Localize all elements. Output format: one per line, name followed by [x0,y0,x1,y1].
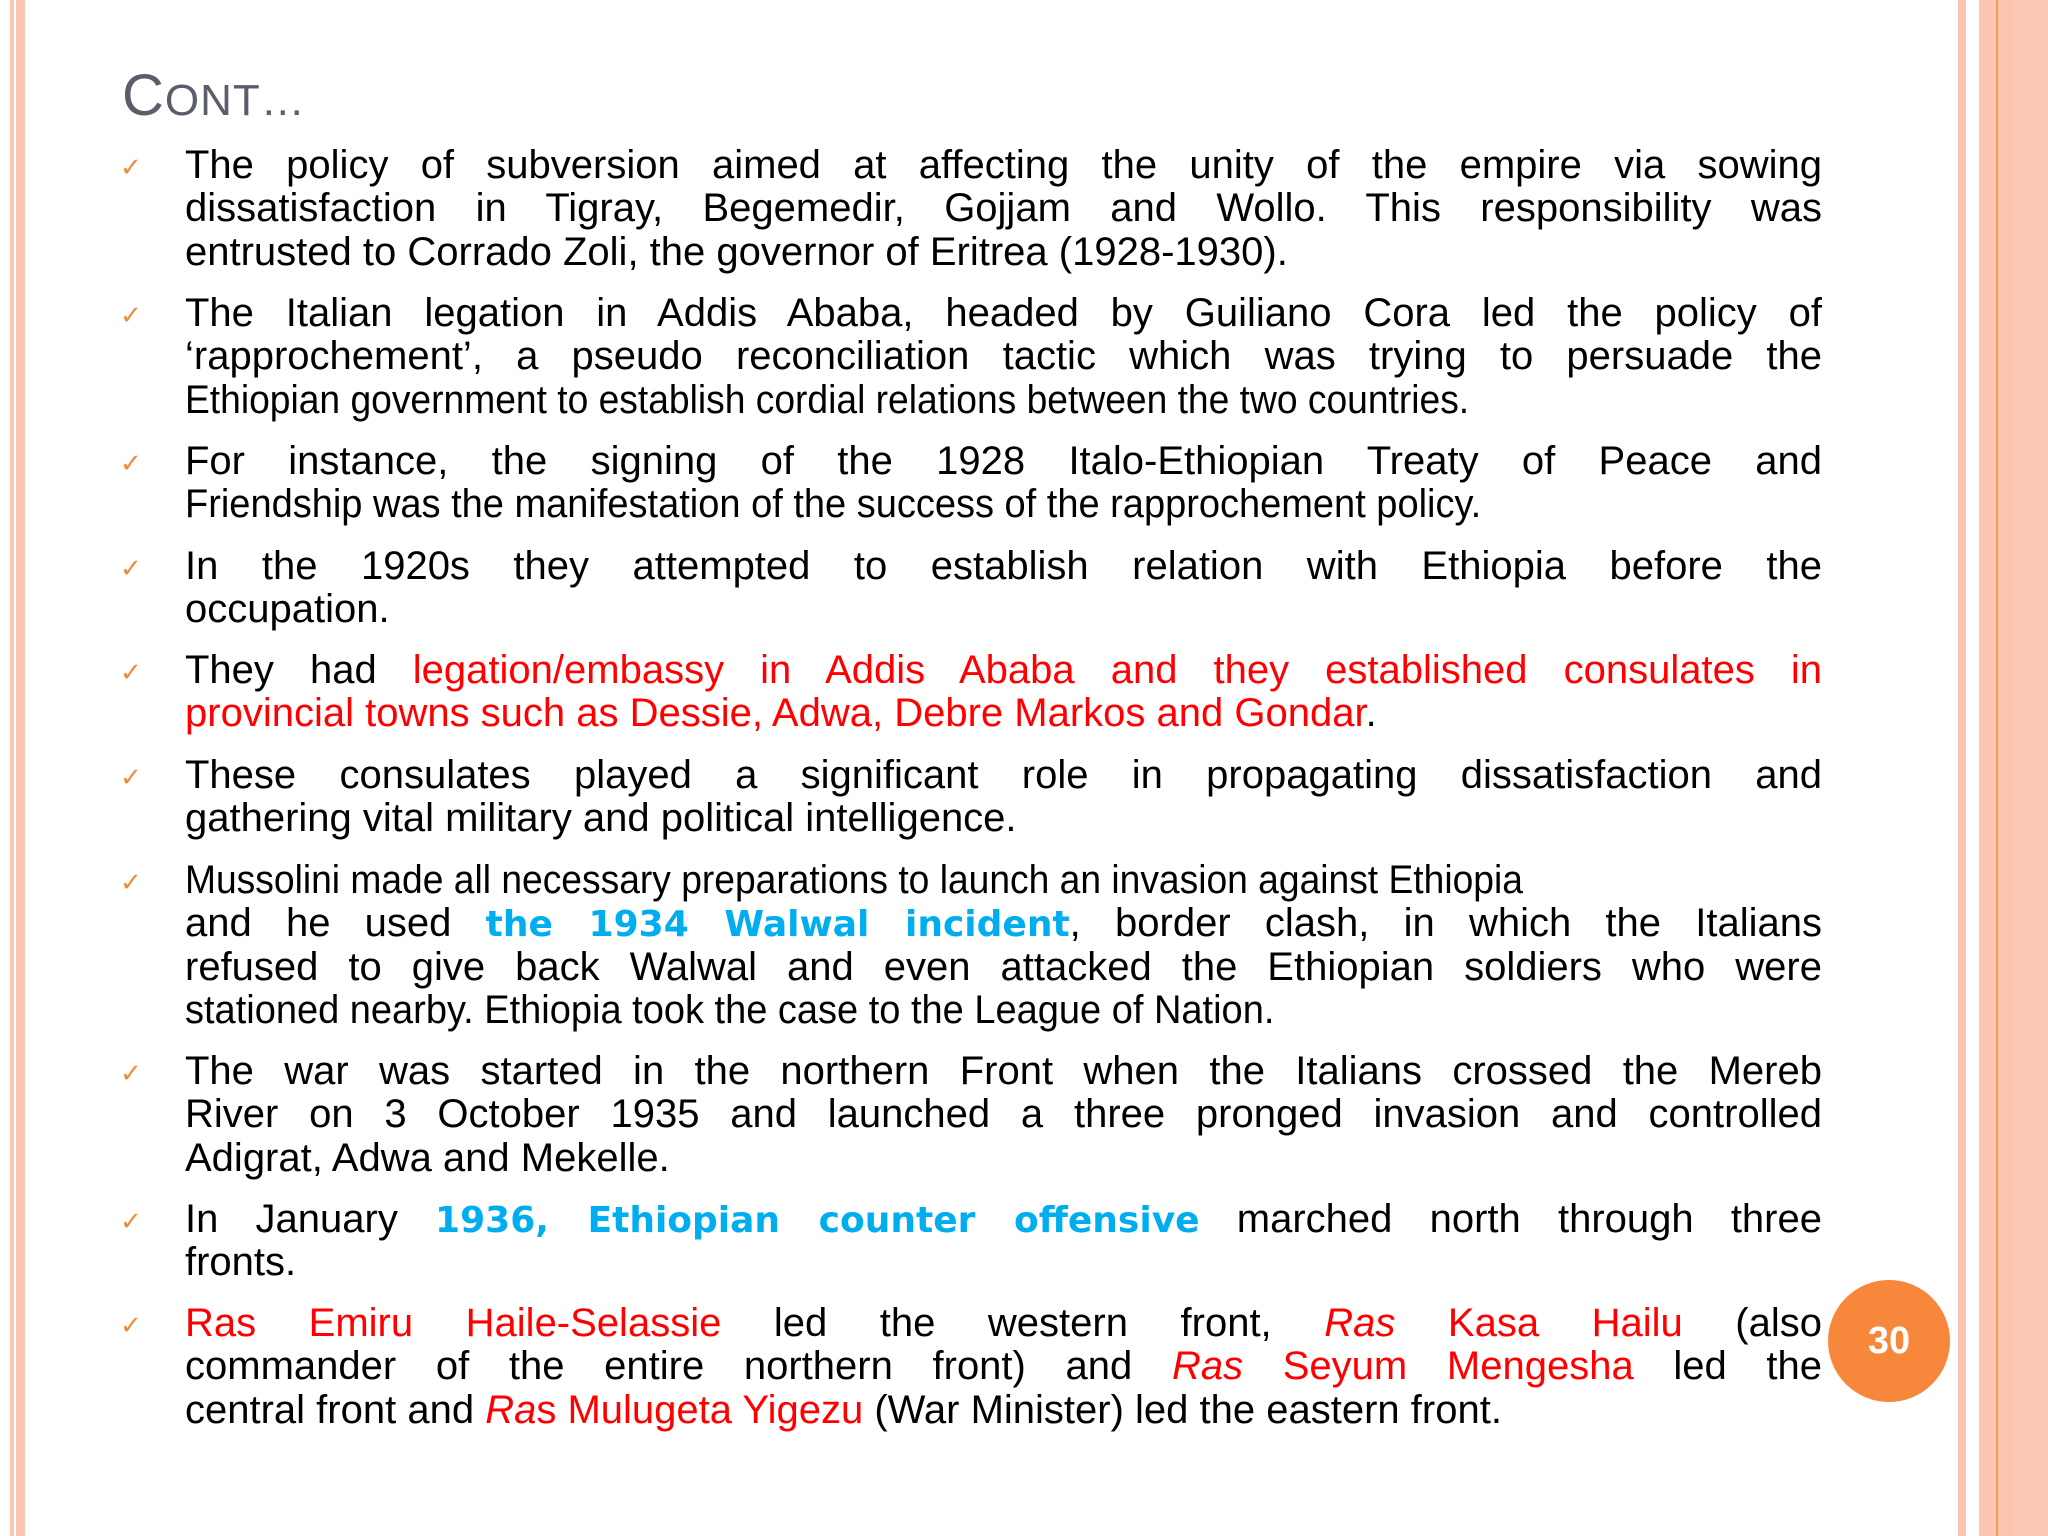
bullet-line: For instance, the signing of the 1928 Italo-Ethiopian Treaty of Peace and [185,439,1822,483]
checkmark-icon: ✓ [120,763,142,793]
bullet-line: In January 1936, Ethiopian counter offensive marched north through three [185,1197,1822,1241]
bullet-line: They had legation/embassy in Addis Ababa and they established consulates in [185,648,1822,692]
checkmark-icon: ✓ [120,301,142,331]
left-border-thin [10,0,14,1536]
highlight-red: provincial towns such as Dessie, Adwa, Debre Markos and Gondar [185,691,1366,735]
bullet-line: dissatisfaction in Tigray, Begemedir, Gojjam and Wollo. This responsibility was [185,186,1822,230]
left-border-thick [16,0,25,1536]
bullet-line: entrusted to Corrado Zoli, the governor of Eritrea (1928-1930). [185,230,1288,274]
checkmark-icon: ✓ [120,868,142,898]
highlight-blue: the 1934 Walwal incident [485,904,1070,945]
highlight-blue: 1936, Ethiopian counter offensive [435,1200,1200,1241]
checkmark-icon: ✓ [120,1207,142,1237]
checkmark-icon: ✓ [120,1059,142,1089]
bullet-line: These consulates played a significant role in propagating dissatisfaction and [185,753,1822,797]
bullet-line: gathering vital military and political intelligence. [185,796,1017,840]
bullet-line: Ras Emiru Haile-Selassie led the western front, Ras Kasa Hailu (also [185,1301,1822,1345]
bullet-line: Friendship was the manifestation of the success of the rapprochement policy. [185,482,1482,526]
checkmark-icon: ✓ [120,449,142,479]
bullet-line: commander of the entire northern front) and Ras Seyum Mengesha led the [185,1344,1822,1388]
bullet-line: River on 3 October 1935 and launched a three pronged invasion and controlled [185,1092,1822,1136]
bullet-line: The policy of subversion aimed at affecting the unity of the empire via sowing [185,143,1822,187]
checkmark-icon: ✓ [120,554,142,584]
right-border-1 [1958,0,1966,1536]
bullet-line: Ethiopian government to establish cordial relations between the two countries. [185,378,1470,422]
checkmark-icon: ✓ [120,153,142,183]
right-border-3 [1998,0,2012,1536]
bullet-line: refused to give back Walwal and even attacked the Ethiopian soldiers who were [185,945,1822,989]
highlight-red: legation/embassy in Addis Ababa and they established consulates in [412,648,1822,692]
slide-title: CONT… [122,63,306,128]
bullet-line: In the 1920s they attempted to establish relation with Ethiopia before the [185,544,1822,588]
bullet-line: central front and Ras Mulugeta Yigezu (War Minister) led the eastern front. [185,1388,1502,1432]
bullet-line: The war was started in the northern Front when the Italians crossed the Mereb [185,1049,1822,1093]
bullet-line: provincial towns such as Dessie, Adwa, Debre Markos and Gondar. [185,691,1377,735]
bullet-line: occupation. [185,587,390,631]
bullet-line: Mussolini made all necessary preparations to launch an invasion against Ethiopia [185,858,1523,902]
bullet-line: ‘rapprochement’, a pseudo reconciliation tactic which was trying to persuade the [185,334,1822,378]
bullet-line: stationed nearby. Ethiopia took the case to the League of Nation. [185,988,1275,1032]
bullet-line: The Italian legation in Addis Ababa, headed by Guiliano Cora led the policy of [185,291,1822,335]
checkmark-icon: ✓ [120,658,142,688]
bullet-line: fronts. [185,1240,297,1284]
right-border-4 [2012,0,2048,1536]
bullet-line: and he used the 1934 Walwal incident, border clash, in which the Italians [185,901,1822,945]
right-border-2 [1979,0,1996,1536]
page-number-badge: 30 [1828,1280,1950,1402]
checkmark-icon: ✓ [120,1311,142,1341]
bullet-line: Adigrat, Adwa and Mekelle. [185,1136,670,1180]
